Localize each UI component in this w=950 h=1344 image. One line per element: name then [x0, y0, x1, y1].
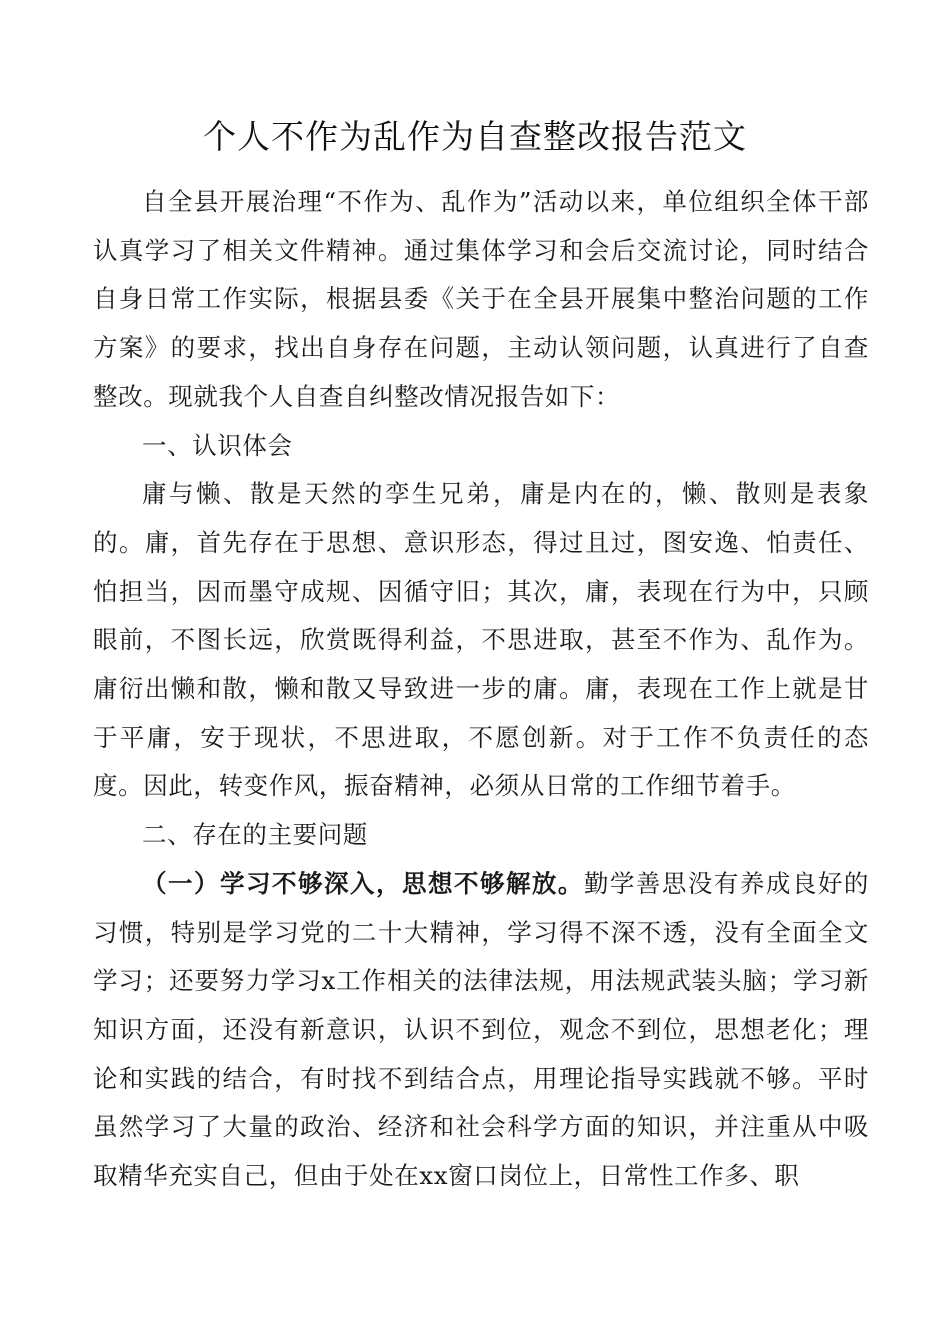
document-body: [93, 178, 869, 1201]
problem-1-text: 勤学善思没有养成良好的习惯，特别是学习党的二十大精神，学习得不深不透，没有全面全文学习；还要努力学习x工作相关的法律法规，用法规武装头脑；学习新知识方面，还没有新意识，认识不到位，观念不到位，思想老化；理论和实践的结合，有时找不到结合点，用理论指导实践就不够。平时虽然学习了大量的政治、经济和社会科学方面的知识，并注重从中吸取精华充实自己，但由于处在xx窗口岗位上，日常性工作多、职: [93, 868, 869, 1191]
document-title: 个人不作为乱作为自查整改报告范文: [203, 117, 747, 156]
section-heading-understanding: 一、认识体会: [142, 430, 293, 460]
understanding-paragraph: 庸与懒、散是天然的孪生兄弟，庸是内在的，懒、散则是表象的。庸，首先存在于思想、意识形态，得过且过，图安逸、怕责任、怕担当，因而墨守成规、因循守旧；其次，庸，表现在行为中，只顾眼前，不图长远，欣赏既得利益，不思进取，甚至不作为、乱作为。庸衍出懒和散，懒和散又导致进一步的庸。庸，表现在工作上就是甘于平庸，安于现状，不思进取，不愿创新。对于工作不负责任的态度。因此，转变作风，振奋精神，必须从日常的工作细节着手。: [93, 479, 869, 801]
intro-paragraph: 自全县开展治理“不作为、乱作为”活动以来，单位组织全体干部认真学习了相关文件精神。通过集体学习和会后交流讨论，同时结合自身日常工作实际，根据县委《关于在全县开展集中整治问题的工作方案》的要求，找出自身存在问题，主动认领问题，认真进行了自查整改。现就我个人自查自纠整改情况报告如下：: [93, 187, 869, 411]
problem-1-title: （一）学习不够深入，思想不够解放。: [142, 868, 584, 898]
section-heading-problems: 二、存在的主要问题: [142, 820, 368, 850]
problem-1-paragraph: [93, 860, 869, 1201]
